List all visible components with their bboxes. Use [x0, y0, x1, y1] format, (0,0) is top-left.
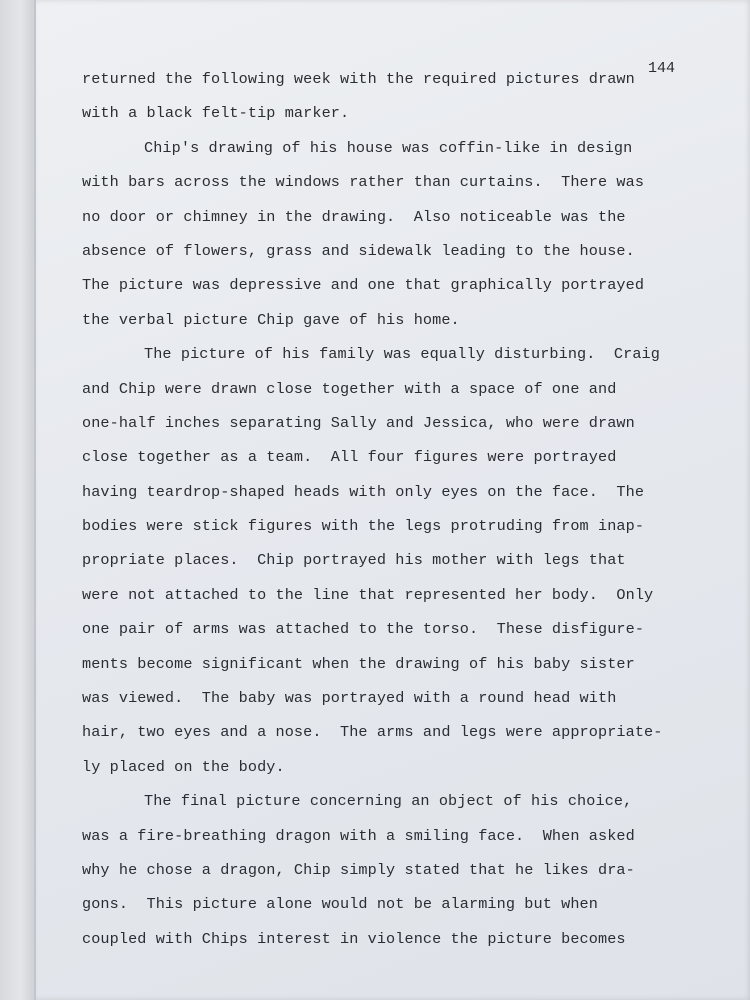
book-page: [34, 0, 750, 1000]
text-line: returned the following week with the required pictures drawn: [82, 70, 635, 88]
text-line: close together as a team. All four figures were portrayed: [82, 448, 617, 467]
text-line: one-half inches separating Sally and Jessica, who were drawn: [82, 413, 635, 432]
text-line: The picture was depressive and one that graphically portrayed: [82, 276, 645, 295]
text-line: ly placed on the body.: [82, 757, 285, 776]
page-number: 144: [648, 60, 676, 77]
text-line: were not attached to the line that represented her body. Only: [82, 585, 654, 604]
text-line: with bars across the windows rather than curtains. There was: [82, 173, 645, 192]
text-line: bodies were stick figures with the legs protruding from inap-: [82, 517, 645, 536]
body-text: [82, 62, 712, 956]
text-line: ments become significant when the drawing of his baby sister: [82, 654, 635, 673]
text-line: gons. This picture alone would not be alarming but when: [82, 895, 598, 914]
text-line: absence of flowers, grass and sidewalk leading to the house.: [82, 241, 635, 260]
text-line: having teardrop-shaped heads with only eyes on the face. The: [82, 482, 645, 501]
text-line: the verbal picture Chip gave of his home.: [82, 310, 460, 329]
text-line: propriate places. Chip portrayed his mother with legs that: [82, 551, 626, 570]
text-line: was viewed. The baby was portrayed with a round head with: [82, 689, 617, 708]
text-line: with a black felt-tip marker.: [82, 104, 350, 123]
text-line: hair, two eyes and a nose. The arms and legs were appropriate-: [82, 723, 663, 742]
text-line: was a fire-breathing dragon with a smiling face. When asked: [82, 826, 635, 845]
text-line: one pair of arms was attached to the torso. These disfigure-: [82, 620, 645, 639]
text-line: Chip's drawing of his house was coffin-like in design: [144, 138, 633, 157]
text-line: The final picture concerning an object of his choice,: [144, 792, 633, 811]
text-line: why he chose a dragon, Chip simply stated that he likes dra-: [82, 860, 635, 879]
book-gutter: [0, 0, 34, 1000]
text-line: no door or chimney in the drawing. Also noticeable was the: [82, 207, 626, 226]
text-line: and Chip were drawn close together with a space of one and: [82, 379, 617, 398]
text-line: coupled with Chips interest in violence the picture becomes: [82, 929, 626, 948]
text-line: The picture of his family was equally disturbing. Craig: [144, 345, 660, 364]
